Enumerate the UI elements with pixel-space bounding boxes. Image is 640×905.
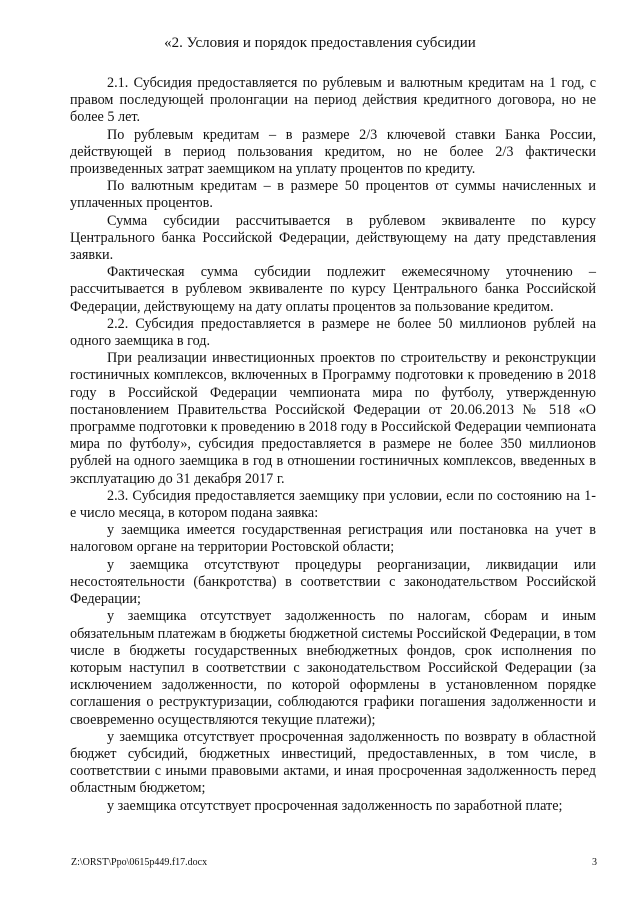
paragraph-hotel-projects: При реализации инвестиционных проектов по строительству и реконструкции гостиничных комплексов, включенных в Программу подготовки к проведению в 2018 году в Российской Федерации чемпионата мира по футболу, утвержденную постановлением Правительства Российской Федерации от 20.06.2013 № 518 «О программе подготовки к проведению в 2018 году в Российской Федерации чемпионата мира по футболу», субсидия предоставляется в размере не более 350 миллионов рублей на одного заемщика в год в отношении гостиничных комплексов, введенных в эксплуатацию до 31 декабря 2017 г. [70, 350, 596, 487]
paragraph-ruble-credits: По рублевым кредитам – в размере 2/3 ключевой ставки Банка России, действующей в период пользования кредитом, но не более 2/3 фактически произведенных затрат заемщиком на уплату процентов по кредиту. [70, 126, 596, 178]
paragraph-currency-credits: По валютным кредитам – в размере 50 процентов от суммы начисленных и уплаченных процентов. [70, 178, 596, 212]
footer-page-number: 3 [592, 857, 597, 868]
document-body [70, 75, 596, 815]
paragraph-2-1: 2.1. Субсидия предоставляется по рублевым и валютным кредитам на 1 год, с правом последующей пролонгации на период действия кредитного договора, но не более 5 лет. [70, 75, 596, 126]
paragraph-actual-subsidy: Фактическая сумма субсидии подлежит ежемесячному уточнению – рассчитывается в рублевом эквиваленте по курсу Центрального банка Российской Федерации, действующему на дату оплаты процентов за пользование кредитом. [70, 264, 596, 315]
condition-no-salary-debt: у заемщика отсутствует просроченная задолженность по заработной плате; [107, 797, 563, 814]
section-title: «2. Условия и порядок предоставления субсидии [164, 35, 476, 51]
paragraph-subsidy-calculation: Сумма субсидии рассчитывается в рублевом эквиваленте по курсу Центрального банка Российской Федерации, действующему на дату представления заявки. [70, 212, 596, 264]
condition-no-budget-debt: у заемщика отсутствует просроченная задолженность по возврату в областной бюджет субсидий, бюджетных инвестиций, предоставленных, в том числе, в соответствии с иными правовыми актами, и иная просроченная задолженность перед областным бюджетом; [70, 728, 596, 797]
condition-registration: у заемщика имеется государственная регистрация или постановка на учет в налоговом органе на территории Ростовской области; [70, 522, 596, 556]
condition-no-reorganization: у заемщика отсутствуют процедуры реорганизации, ликвидации или несостоятельности (банкротства) в соответствии с законодательством Российской Федерации; [70, 556, 596, 608]
paragraph-2-3: 2.3. Субсидия предоставляется заемщику при условии, если по состоянию на 1-е число месяца, в котором подана заявка: [70, 487, 596, 522]
condition-no-tax-debt: у заемщика отсутствует задолженность по налогам, сборам и иным обязательным платежам в бюджеты бюджетной системы Российской Федерации, в том числе в бюджеты государственных внебюджетных фондов, срок исполнения по которым наступил в соответствии с законодательством Российской Федерации (за исключением задолженности, по которой оформлены в установленном порядке соглашения о реструктуризации, соблюдаются графики погашения задолженности и своевременно осуществляются текущие платежи); [70, 608, 596, 728]
paragraph-2-2: 2.2. Субсидия предоставляется в размере не более 50 миллионов рублей на одного заемщика в год. [70, 315, 596, 350]
footer-file-path: Z:\ORST\Ppo\0615p449.f17.docx [71, 857, 208, 868]
